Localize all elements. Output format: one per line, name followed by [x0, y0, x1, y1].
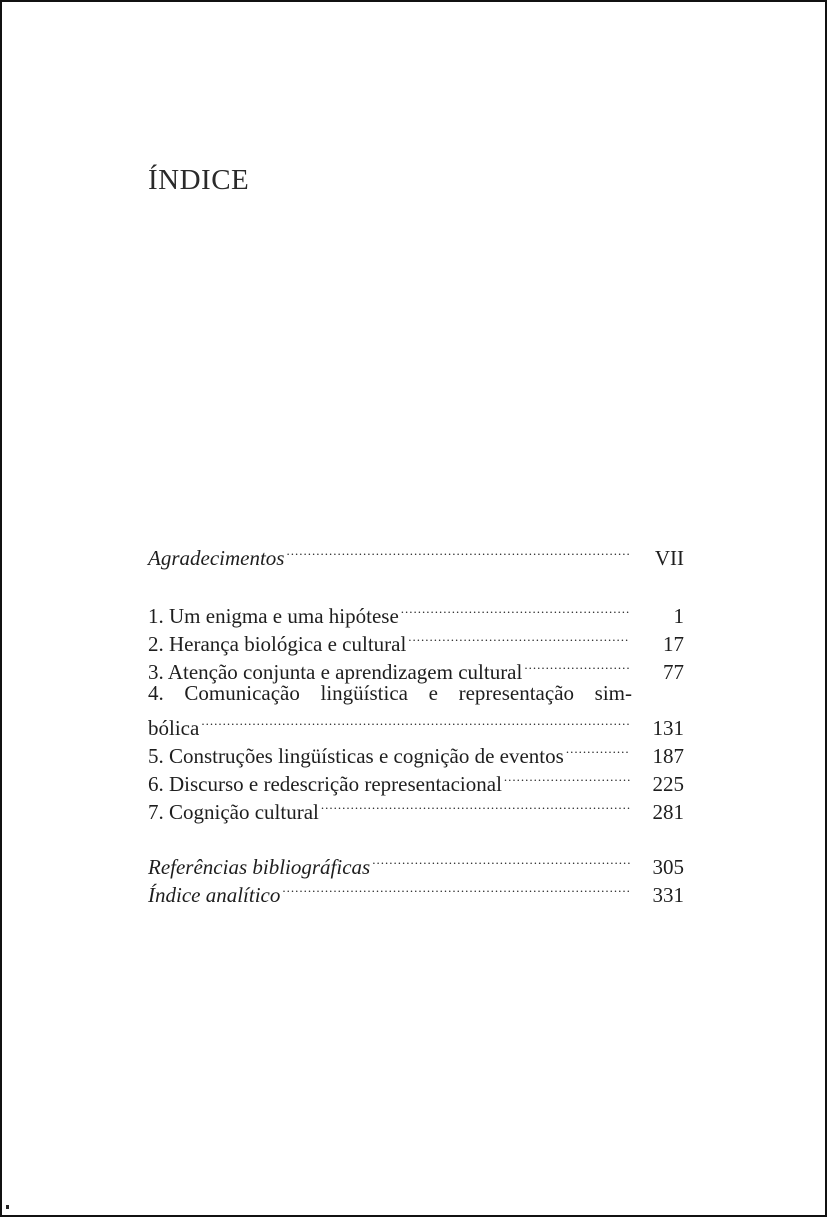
toc-entry-label: 2. Herança biológica e cultural — [148, 632, 407, 656]
toc-entry-label: 6. Discurso e redescrição representacional — [148, 772, 502, 796]
toc-entry-label: 5. Construções lingüísticas e cognição de eventos — [148, 744, 564, 768]
toc-entry-references — [148, 846, 684, 879]
toc-entry-page: 77 — [663, 660, 684, 684]
dot-leader — [408, 623, 630, 651]
dot-leader — [524, 651, 630, 679]
toc-entry-label: Agradecimentos — [148, 546, 285, 570]
toc-entry-label: Referências bibliográficas — [148, 855, 371, 879]
toc-entry-chapter-4-line-1: 4. Comunicação lingüística e representação sim- — [148, 681, 632, 705]
dot-leader — [286, 537, 630, 565]
dot-leader — [201, 707, 630, 735]
toc-entry-label: bólica — [148, 716, 200, 740]
toc-entry-page: 331 — [652, 883, 684, 907]
toc-entry-page: 131 — [652, 716, 684, 740]
toc-entry-acknowledgements — [148, 537, 684, 570]
toc-entry-page: 187 — [652, 744, 684, 768]
toc-entry-chapter-4 — [148, 707, 684, 740]
table-of-contents — [148, 537, 684, 907]
toc-entry-page: 281 — [652, 800, 684, 824]
dot-leader — [566, 735, 630, 763]
page-title: ÍNDICE — [148, 164, 250, 196]
toc-entry-page: 1 — [673, 604, 684, 628]
toc-entry-label: 1. Um enigma e uma hipótese — [148, 604, 399, 628]
dot-leader — [504, 763, 630, 791]
toc-entry-page: 305 — [652, 855, 684, 879]
dot-leader — [321, 791, 630, 819]
toc-entry-label: 3. Atenção conjunta e aprendizagem cultural — [148, 660, 523, 684]
dot-leader — [401, 595, 630, 623]
toc-entry-label: 7. Cognição cultural — [148, 800, 319, 824]
toc-entry-page: 225 — [652, 772, 684, 796]
toc-entry-label: Índice analítico — [148, 883, 281, 907]
toc-entry-page: VII — [654, 546, 684, 570]
scan-speck — [6, 1205, 9, 1209]
dot-leader — [372, 846, 630, 874]
toc-entry-page: 17 — [663, 632, 684, 656]
toc-entry-chapter-5 — [148, 735, 684, 768]
dot-leader — [282, 874, 630, 902]
toc-entry-chapter-1 — [148, 595, 684, 628]
